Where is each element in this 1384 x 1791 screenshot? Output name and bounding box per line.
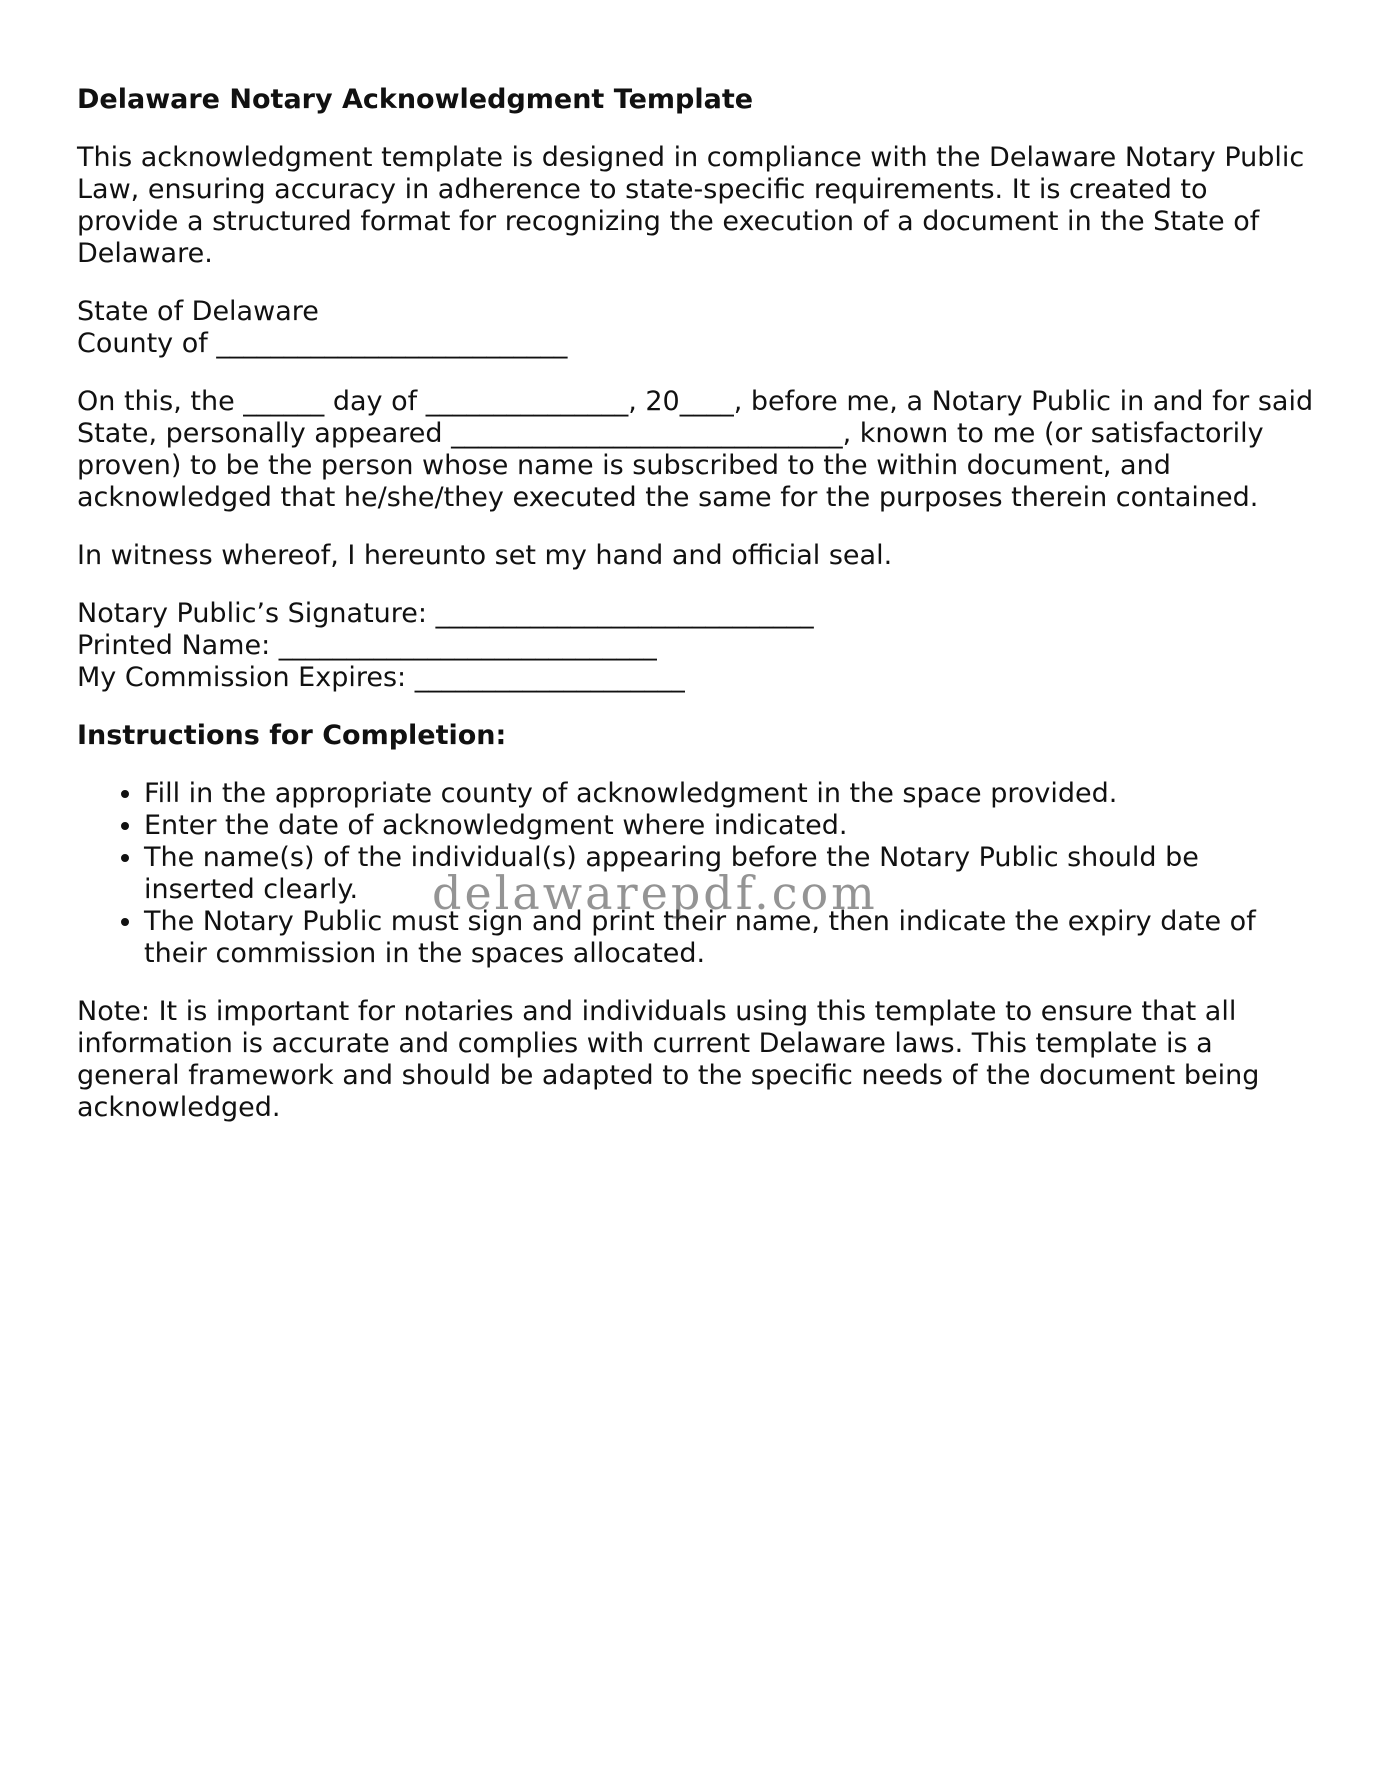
- state-line: State of Delaware: [77, 296, 319, 327]
- note-paragraph: Note: It is important for notaries and individuals using this template to ensure that all information is accurate and complies with current Delaware laws. This template is a general framework and should be adapted to the specific needs of the document being acknowledged.: [77, 996, 1260, 1123]
- printed-name-line: Printed Name: ____________________________: [77, 630, 657, 661]
- commission-expires-line: My Commission Expires: ____________________: [77, 662, 685, 693]
- venue-block: [77, 296, 1317, 360]
- document-page: [77, 84, 1317, 1150]
- list-item: • The name(s) of the individual(s) appearing before the Notary Public should be inserted clearly.: [144, 842, 1317, 906]
- acknowledgment-paragraph: On this, the ______ day of _______________, 20____, before me, a Notary Public in and for said State, personally appeared _____________________________, known to me (or satisfactorily proven) to be the person whose name is subscribed to the within document, and acknowledged that he/she/they executed the same for the purposes therein contained.: [77, 386, 1314, 513]
- list-item: • The Notary Public must sign and print their name, then indicate the expiry date of their commission in the spaces allocated.: [144, 906, 1317, 970]
- watermark: delawarepdf.com: [432, 866, 878, 920]
- instructions-heading: Instructions for Completion:: [77, 720, 507, 751]
- notary-signature-line: Notary Public’s Signature: ____________________________: [77, 598, 814, 629]
- witness-paragraph: In witness whereof, I hereunto set my hand and official seal.: [77, 540, 893, 571]
- signature-block: [77, 598, 1317, 694]
- instructions-list: [77, 778, 1317, 970]
- list-item: • Fill in the appropriate county of acknowledgment in the space provided.: [144, 778, 1317, 810]
- county-line: County of __________________________: [77, 328, 568, 359]
- intro-paragraph: This acknowledgment template is designed in compliance with the Delaware Notary Public Law, ensuring accuracy in adherence to state-specific requirements. It is created to provide a structured format for recognizing the execution of a document in the State of Delaware.: [77, 142, 1305, 269]
- document-title: Delaware Notary Acknowledgment Template: [77, 84, 754, 115]
- list-item: • Enter the date of acknowledgment where indicated.: [144, 810, 1317, 842]
